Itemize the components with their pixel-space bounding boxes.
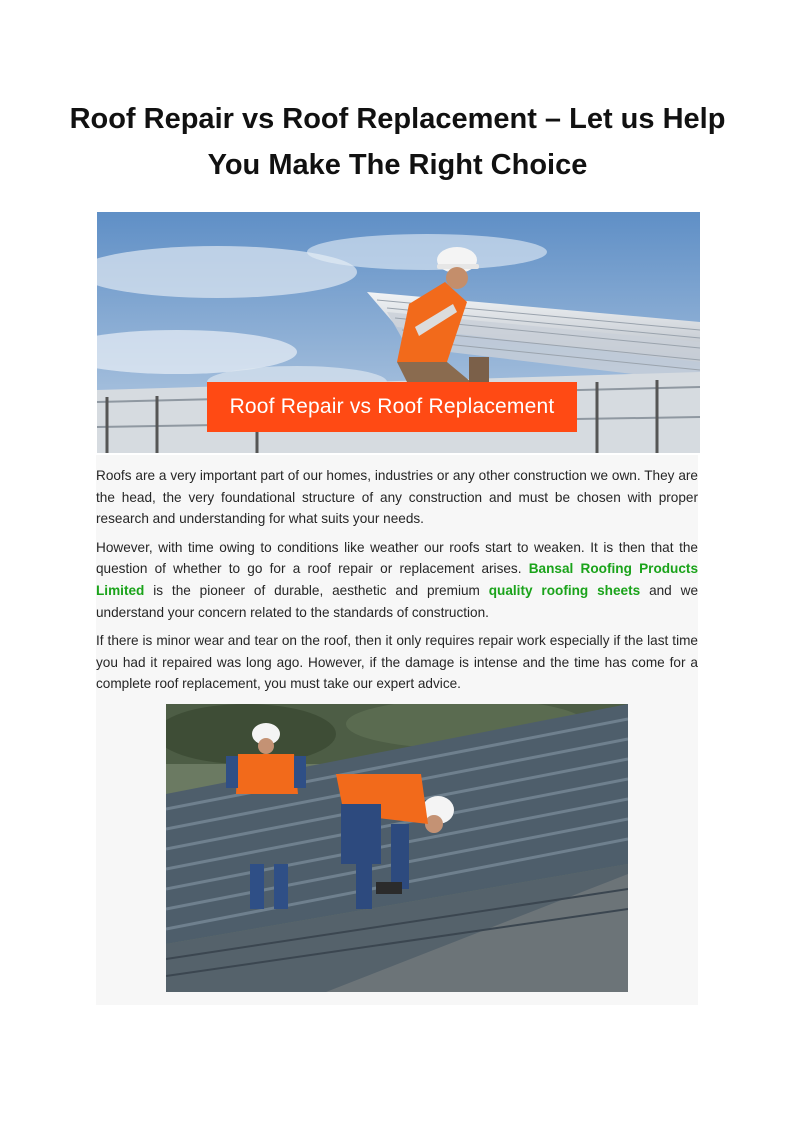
- page-title: Roof Repair vs Roof Replacement – Let us Help You Make The Right Choice: [69, 103, 726, 181]
- brand-link[interactable]: Bansal Roofing Products Limited: [96, 561, 699, 598]
- paragraph-brand-text-1: However, with time owing to conditions like weather our roofs start to weaken. It is then that the question of whether to go for a roof repair or replacement arises.: [96, 539, 698, 577]
- paragraph-brand: [96, 537, 698, 623]
- paragraph-brand-text-2: is the pioneer of durable, aesthetic and premium: [144, 582, 489, 598]
- hero-image: [97, 212, 700, 453]
- paragraph-brand-text-3: and we understand your concern related to the standards of construction.: [96, 582, 698, 620]
- roofing-sheets-link[interactable]: quality roofing sheets: [488, 582, 641, 598]
- article-body: [96, 455, 698, 1005]
- workers-photo: [166, 704, 628, 992]
- hero-banner: Roof Repair vs Roof Replacement: [207, 382, 577, 432]
- paragraph-advice: If there is minor wear and tear on the roof, then it only requires repair work especially if the last time you had it repaired was long ago. However, if the damage is intense and the time has come for a complete roof replacement, you must take our expert advice.: [96, 633, 698, 692]
- paragraph-intro: Roofs are a very important part of our homes, industries or any other construction we own. They are the head, the very foundational structure of any construction and must be chosen with proper research and understanding for what suits your needs.: [96, 468, 698, 527]
- workers-photo-illustration: [166, 704, 628, 992]
